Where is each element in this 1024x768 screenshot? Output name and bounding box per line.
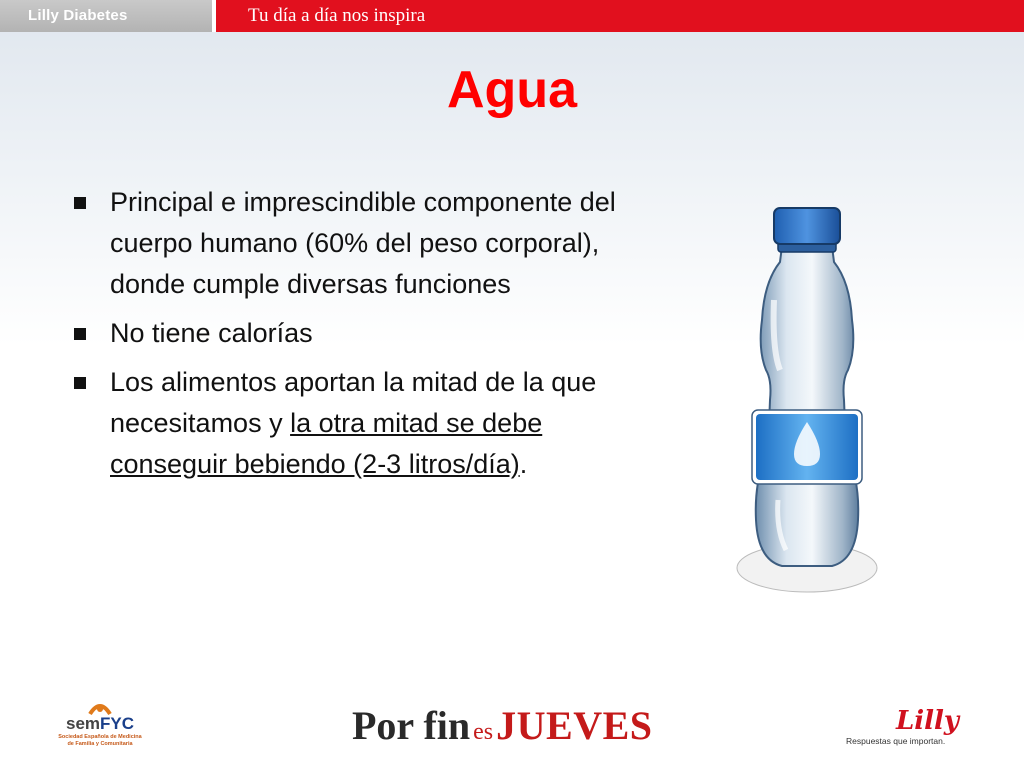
square-bullet-icon — [74, 377, 86, 389]
square-bullet-icon — [74, 197, 86, 209]
semfyc-subtitle: Sociedad Española de Medicina de Familia y Comunitaria — [58, 734, 142, 747]
logo-por-fin: Por fin — [352, 703, 471, 748]
slide-title: Agua — [447, 61, 577, 119]
brand-name: Lilly Diabetes — [0, 0, 212, 32]
bullet-item — [70, 182, 640, 305]
semfyc-logo — [55, 700, 145, 750]
lilly-logotype: Lilly — [896, 706, 960, 736]
bullet-list — [70, 182, 640, 493]
square-bullet-icon — [74, 328, 86, 340]
semfyc-sem: sem — [65, 714, 101, 733]
lilly-tagline: Respuestas que importan. — [846, 736, 946, 746]
por-fin-es-jueves-logo — [352, 702, 662, 752]
header-bar — [0, 0, 1024, 32]
semfyc-fyc: FYC — [100, 714, 135, 733]
bullet-text: No tiene calorías — [110, 318, 313, 348]
logo-jueves: JUEVES — [496, 703, 653, 748]
bullet-text-underlined: la otra mitad se debe conseguir bebiendo (2-3 litros/día) — [110, 408, 543, 479]
lilly-logo — [846, 706, 976, 748]
brand-tagline: Tu día a día nos inspira — [216, 0, 1024, 32]
bullet-text: Los alimentos aportan la mitad de la que necesitamos y — [110, 367, 597, 438]
bullet-item — [70, 362, 640, 485]
bullet-item — [70, 313, 640, 354]
logo-es: es — [473, 719, 494, 745]
bullet-text: Principal e imprescindible componente del cuerpo humano (60% del peso corporal), donde cumple diversas funciones — [110, 187, 616, 299]
water-bottle-icon — [722, 200, 892, 600]
bullet-text-end: . — [519, 449, 528, 479]
